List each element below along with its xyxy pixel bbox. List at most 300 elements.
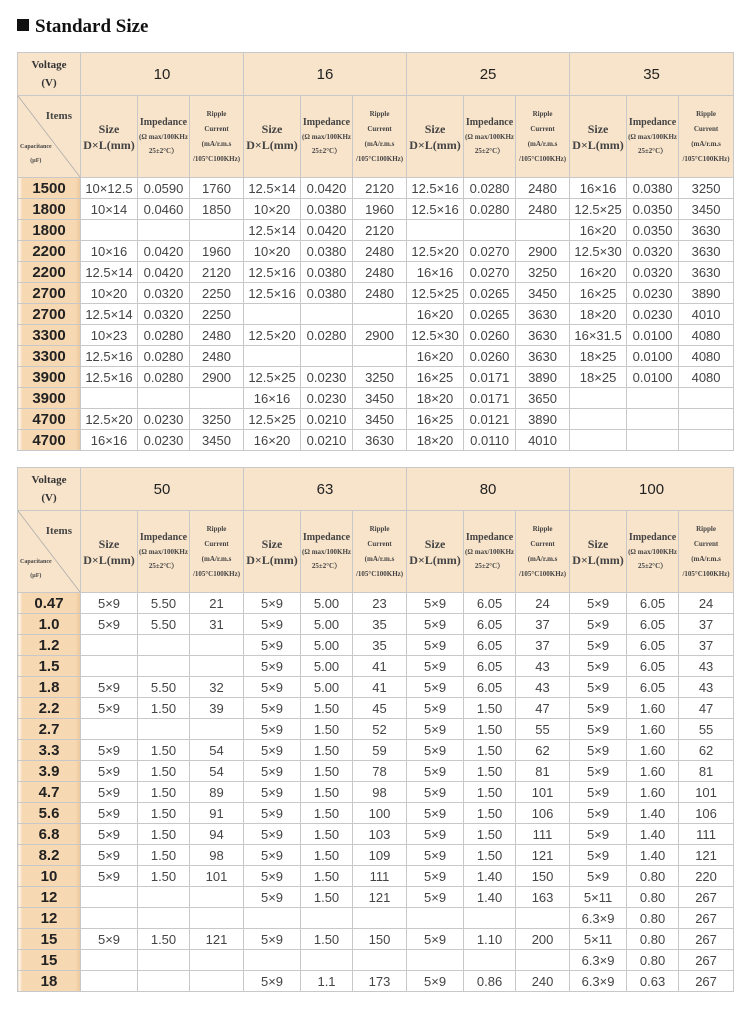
capacitance-cell: 2700 (18, 304, 81, 325)
ripple-current-cell: 4080 (679, 367, 734, 388)
impedance-cell: 0.0280 (138, 367, 190, 388)
size-cell: 5×9 (81, 866, 138, 887)
capacitance-cell: 8.2 (18, 845, 81, 866)
size-cell: 5×9 (244, 824, 301, 845)
capacitance-cell: 1800 (18, 199, 81, 220)
ripple-current-cell: 240 (516, 971, 570, 992)
size-cell: 5×9 (244, 929, 301, 950)
ripple-current-cell: 3890 (516, 367, 570, 388)
size-cell (81, 908, 138, 929)
ripple-ripple-label2: Current (367, 539, 392, 548)
impedance-cell: 0.0320 (627, 241, 679, 262)
impedance-cell: 0.0350 (627, 220, 679, 241)
impedance-cell: 0.0230 (627, 283, 679, 304)
ripple-current-cell (353, 346, 407, 367)
size-cell: 18×25 (570, 367, 627, 388)
size-cell: 5×9 (407, 593, 464, 614)
capacitance-cell: 3300 (18, 325, 81, 346)
impedance-cell: 0.63 (627, 971, 679, 992)
ripple-current-cell: 59 (353, 740, 407, 761)
table-row (18, 698, 734, 719)
ripple-ripple-unit: (mA/r.m.s (691, 554, 721, 563)
size-cell: 5×9 (407, 740, 464, 761)
section-title-text: Standard Size (35, 16, 149, 37)
impedance-cell: 6.05 (627, 635, 679, 656)
ripple-ripple-unit: (mA/r.m.s (201, 554, 232, 563)
ripple-current-cell: 43 (679, 677, 734, 698)
size-cell: 12.5×25 (244, 409, 301, 430)
impedance-cell: 0.0270 (464, 262, 516, 283)
capacitance-cell: 4.7 (18, 782, 81, 803)
ripple-current-cell: 2900 (353, 325, 407, 346)
impedance-header (138, 96, 190, 178)
capacitance-cell: 3900 (18, 388, 81, 409)
capacitance-label (20, 140, 52, 168)
ripple-current-cell: 43 (516, 656, 570, 677)
ripple-current-cell: 37 (516, 614, 570, 635)
size-cell (81, 971, 138, 992)
size-cell: 5×9 (570, 782, 627, 803)
size-cell: 5×9 (244, 698, 301, 719)
ripple-current-cell: 89 (190, 782, 244, 803)
voltage-value: 63 (244, 468, 407, 511)
size-cell: 5×9 (81, 698, 138, 719)
ripple-current-cell: 173 (353, 971, 407, 992)
impedance-cell: 0.0420 (138, 241, 190, 262)
size-cell: 5×9 (570, 866, 627, 887)
ripple-current-cell: 3450 (353, 388, 407, 409)
impedance-label: Impedance (302, 116, 351, 128)
capacitance-cell: 0.47 (18, 593, 81, 614)
ripple-current-cell: 2250 (190, 304, 244, 325)
ripple-current-cell (353, 950, 407, 971)
impedance-cell: 1.50 (301, 866, 353, 887)
impedance-cell: 0.80 (627, 887, 679, 908)
size-cell: 16×16 (81, 430, 138, 451)
impedance-cell: 0.0171 (464, 367, 516, 388)
size-cell: 5×9 (244, 614, 301, 635)
size-cell: 5×9 (81, 845, 138, 866)
ripple-current-cell (353, 304, 407, 325)
size-cell: 5×9 (244, 782, 301, 803)
size-cell: 16×25 (407, 367, 464, 388)
impedance-cell: 0.0380 (301, 241, 353, 262)
table-row (18, 677, 734, 698)
impedance-cell (138, 908, 190, 929)
size-cell: 18×20 (570, 304, 627, 325)
square-bullet-icon (17, 19, 29, 31)
capacitance-cell: 15 (18, 929, 81, 950)
size-cell: 5×9 (570, 740, 627, 761)
size-cell (244, 950, 301, 971)
size-cell (81, 635, 138, 656)
impedance-cell: 1.50 (464, 824, 516, 845)
impedance-cell (627, 388, 679, 409)
size-cell: 6.3×9 (570, 908, 627, 929)
capacitance-cell: 3900 (18, 367, 81, 388)
size-cell: 16×20 (407, 304, 464, 325)
impedance-cell: 6.05 (627, 677, 679, 698)
impedance-cell: 0.0265 (464, 304, 516, 325)
ripple-header (353, 511, 407, 593)
impedance-cell: 1.50 (138, 803, 190, 824)
size-header (570, 511, 627, 593)
table-row (18, 950, 734, 971)
ripple-current-cell: 62 (679, 740, 734, 761)
impedance-cell: 1.50 (464, 740, 516, 761)
size-unit: D×L(mm) (83, 552, 135, 567)
size-cell: 12.5×16 (244, 283, 301, 304)
section-title (17, 16, 149, 38)
size-cell: 5×9 (407, 761, 464, 782)
capacitance-cell: 1.8 (18, 677, 81, 698)
size-cell: 12.5×30 (570, 241, 627, 262)
ripple-current-cell: 62 (516, 740, 570, 761)
capacitance-text: Capacitance (20, 144, 52, 150)
impedance-temp: 25±2°C） (148, 561, 179, 570)
voltage-value: 35 (570, 53, 734, 96)
size-cell: 5×9 (407, 803, 464, 824)
impedance-cell: 0.0420 (301, 178, 353, 199)
impedance-cell: 1.50 (138, 929, 190, 950)
size-unit: D×L(mm) (409, 137, 461, 152)
impedance-cell (627, 409, 679, 430)
impedance-unit: (Ω max/100KHz (465, 132, 515, 141)
impedance-cell: 1.60 (627, 782, 679, 803)
size-label: Size (424, 536, 446, 551)
impedance-cell: 5.50 (138, 677, 190, 698)
impedance-cell: 0.86 (464, 971, 516, 992)
ripple-current-cell: 220 (679, 866, 734, 887)
table-row (18, 929, 734, 950)
size-cell: 5×9 (244, 656, 301, 677)
ripple-ripple-label2: Current (530, 124, 555, 133)
impedance-header (464, 511, 516, 593)
impedance-cell: 1.50 (138, 761, 190, 782)
ripple-current-cell: 150 (353, 929, 407, 950)
ripple-ripple-unit: (mA/r.m.s (201, 139, 232, 148)
spec-table-high-voltage (17, 467, 734, 992)
ripple-current-cell: 2480 (353, 262, 407, 283)
impedance-temp: 25±2°C） (311, 146, 342, 155)
ripple-current-cell: 3890 (679, 283, 734, 304)
ripple-current-cell: 43 (679, 656, 734, 677)
size-cell: 5×9 (244, 635, 301, 656)
impedance-cell: 0.0380 (627, 178, 679, 199)
impedance-cell: 0.0380 (301, 262, 353, 283)
impedance-cell: 0.0380 (301, 283, 353, 304)
size-cell: 16×25 (407, 409, 464, 430)
table-row (18, 761, 734, 782)
voltage-value: 10 (81, 53, 244, 96)
ripple-ripple-unit: (mA/r.m.s (364, 139, 395, 148)
impedance-temp: 25±2°C） (637, 146, 668, 155)
size-cell: 16×16 (570, 178, 627, 199)
impedance-unit: (Ω max/100KHz (465, 547, 515, 556)
size-unit: D×L(mm) (572, 552, 624, 567)
ripple-current-cell: 41 (353, 656, 407, 677)
impedance-cell: 0.0260 (464, 346, 516, 367)
size-cell: 5×9 (570, 656, 627, 677)
ripple-current-cell: 3250 (516, 262, 570, 283)
impedance-cell: 1.60 (627, 698, 679, 719)
ripple-current-cell: 163 (516, 887, 570, 908)
table-row (18, 367, 734, 388)
ripple-current-cell: 1960 (353, 199, 407, 220)
ripple-current-cell: 3630 (353, 430, 407, 451)
size-cell: 16×20 (407, 346, 464, 367)
size-cell: 16×20 (570, 262, 627, 283)
table-row (18, 262, 734, 283)
size-cell (570, 409, 627, 430)
ripple-ripple-label: Ripple (206, 524, 227, 533)
size-cell (81, 950, 138, 971)
impedance-cell: 0.0100 (627, 346, 679, 367)
size-cell: 5×9 (570, 719, 627, 740)
size-cell (81, 887, 138, 908)
impedance-cell: 0.0320 (138, 304, 190, 325)
capacitance-cell: 18 (18, 971, 81, 992)
impedance-cell: 1.50 (138, 866, 190, 887)
ripple-current-cell (190, 656, 244, 677)
impedance-cell: 6.05 (627, 614, 679, 635)
capacitance-cell: 2700 (18, 283, 81, 304)
size-cell: 5×9 (407, 824, 464, 845)
ripple-ripple-label2: Current (693, 539, 719, 548)
impedance-cell: 1.50 (138, 782, 190, 803)
ripple-current-cell: 121 (516, 845, 570, 866)
impedance-temp: 25±2°C） (474, 561, 505, 570)
ripple-current-cell: 111 (516, 824, 570, 845)
size-cell: 5×9 (407, 719, 464, 740)
impedance-cell: 0.80 (627, 866, 679, 887)
impedance-cell: 0.0230 (301, 367, 353, 388)
size-cell: 5×9 (570, 677, 627, 698)
size-cell: 5×9 (407, 677, 464, 698)
size-cell: 12.5×16 (244, 262, 301, 283)
ripple-current-cell: 21 (190, 593, 244, 614)
impedance-cell: 1.60 (627, 719, 679, 740)
size-cell: 12.5×20 (244, 325, 301, 346)
impedance-cell (138, 950, 190, 971)
ripple-ripple-unit: (mA/r.m.s (691, 139, 721, 148)
voltage-label-cell (18, 468, 81, 511)
ripple-header (679, 511, 734, 593)
ripple-current-cell (353, 908, 407, 929)
impedance-cell (627, 430, 679, 451)
table-row (18, 283, 734, 304)
voltage-value: 25 (407, 53, 570, 96)
impedance-cell: 0.0230 (627, 304, 679, 325)
size-cell (81, 719, 138, 740)
impedance-temp: 25±2°C） (474, 146, 505, 155)
ripple-current-cell: 1850 (190, 199, 244, 220)
impedance-cell: 0.0280 (138, 346, 190, 367)
size-cell: 5×9 (570, 614, 627, 635)
size-cell: 12.5×20 (407, 241, 464, 262)
impedance-temp: 25±2°C） (148, 146, 179, 155)
ripple-current-cell: 2480 (190, 325, 244, 346)
ripple-current-cell: 37 (679, 635, 734, 656)
ripple-current-cell: 2900 (190, 367, 244, 388)
impedance-cell: 1.50 (464, 845, 516, 866)
table-row (18, 220, 734, 241)
impedance-cell: 0.0280 (464, 178, 516, 199)
ripple-current-cell: 4080 (679, 325, 734, 346)
ripple-current-cell: 47 (679, 698, 734, 719)
table-row (18, 409, 734, 430)
ripple-current-cell: 101 (516, 782, 570, 803)
impedance-cell: 6.05 (464, 614, 516, 635)
table-row (18, 325, 734, 346)
impedance-cell: 1.40 (464, 887, 516, 908)
size-cell (407, 950, 464, 971)
voltage-value: 80 (407, 468, 570, 511)
impedance-temp: 25±2°C） (637, 561, 668, 570)
size-cell: 12.5×25 (244, 367, 301, 388)
impedance-cell: 0.0280 (138, 325, 190, 346)
ripple-ripple-unit: (mA/r.m.s (527, 554, 558, 563)
impedance-cell: 0.0590 (138, 178, 190, 199)
ripple-current-cell: 2480 (516, 199, 570, 220)
ripple-current-cell: 98 (190, 845, 244, 866)
impedance-cell: 5.50 (138, 593, 190, 614)
impedance-cell (138, 656, 190, 677)
ripple-current-cell: 31 (190, 614, 244, 635)
size-cell: 5×9 (244, 866, 301, 887)
size-label: Size (261, 536, 283, 551)
impedance-cell (464, 950, 516, 971)
impedance-cell: 0.0230 (138, 409, 190, 430)
table-row (18, 719, 734, 740)
impedance-cell: 0.0420 (301, 220, 353, 241)
size-cell: 5×9 (81, 803, 138, 824)
impedance-unit: (Ω max/100KHz (139, 547, 188, 556)
size-cell: 12.5×25 (570, 199, 627, 220)
size-cell: 5×9 (570, 845, 627, 866)
ripple-ripple-cond: /105°C100KHz) (355, 154, 404, 163)
impedance-cell (301, 304, 353, 325)
size-cell: 10×12.5 (81, 178, 138, 199)
size-cell: 5×9 (407, 887, 464, 908)
size-cell: 10×23 (81, 325, 138, 346)
impedance-cell: 6.05 (464, 656, 516, 677)
size-cell: 10×20 (81, 283, 138, 304)
impedance-cell: 0.0460 (138, 199, 190, 220)
impedance-cell: 0.80 (627, 950, 679, 971)
ripple-ripple-label2: Current (367, 124, 392, 133)
size-label: Size (587, 536, 609, 551)
ripple-current-cell (190, 220, 244, 241)
size-unit: D×L(mm) (246, 552, 298, 567)
ripple-current-cell: 52 (353, 719, 407, 740)
ripple-current-cell: 91 (190, 803, 244, 824)
ripple-current-cell (679, 388, 734, 409)
ripple-current-cell: 2900 (516, 241, 570, 262)
ripple-current-cell: 3630 (679, 241, 734, 262)
size-cell: 5×9 (244, 740, 301, 761)
capacitance-cell: 2200 (18, 262, 81, 283)
ripple-current-cell (190, 719, 244, 740)
ripple-current-cell: 32 (190, 677, 244, 698)
impedance-unit: (Ω max/100KHz (628, 547, 678, 556)
size-header (407, 511, 464, 593)
impedance-cell: 0.0230 (138, 430, 190, 451)
impedance-cell: 0.0280 (464, 199, 516, 220)
impedance-cell: 1.50 (301, 719, 353, 740)
size-cell (81, 220, 138, 241)
size-cell: 5×9 (570, 803, 627, 824)
size-cell: 5×9 (407, 845, 464, 866)
size-cell (407, 220, 464, 241)
impedance-cell (464, 220, 516, 241)
impedance-cell: 0.0265 (464, 283, 516, 304)
size-cell: 5×9 (407, 635, 464, 656)
size-cell: 5×9 (570, 635, 627, 656)
ripple-ripple-cond: /105°C100KHz) (682, 569, 730, 578)
impedance-cell: 0.0210 (301, 430, 353, 451)
ripple-current-cell: 2480 (516, 178, 570, 199)
ripple-current-cell: 3630 (516, 325, 570, 346)
size-cell: 5×9 (244, 677, 301, 698)
impedance-cell: 1.40 (464, 866, 516, 887)
ripple-current-cell: 55 (679, 719, 734, 740)
impedance-cell: 1.50 (301, 740, 353, 761)
ripple-current-cell: 23 (353, 593, 407, 614)
impedance-cell: 1.50 (301, 698, 353, 719)
size-label: Size (424, 121, 446, 136)
size-header (244, 511, 301, 593)
ripple-current-cell: 41 (353, 677, 407, 698)
impedance-cell: 1.50 (301, 929, 353, 950)
impedance-cell (301, 950, 353, 971)
impedance-cell (301, 346, 353, 367)
size-cell: 5×9 (244, 719, 301, 740)
capacitance-cell: 1.5 (18, 656, 81, 677)
size-cell: 5×9 (407, 929, 464, 950)
size-cell: 5×11 (570, 929, 627, 950)
ripple-ripple-label: Ripple (696, 109, 716, 118)
table-row (18, 635, 734, 656)
capacitance-cell: 6.8 (18, 824, 81, 845)
table-row (18, 740, 734, 761)
table-row (18, 346, 734, 367)
impedance-cell: 0.0380 (301, 199, 353, 220)
size-cell: 12.5×16 (407, 199, 464, 220)
ripple-current-cell: 121 (679, 845, 734, 866)
impedance-label: Impedance (302, 531, 351, 543)
capacitance-cell: 4700 (18, 430, 81, 451)
impedance-cell (138, 220, 190, 241)
size-cell: 5×9 (407, 971, 464, 992)
ripple-current-cell (190, 950, 244, 971)
capacitance-cell: 3.9 (18, 761, 81, 782)
ripple-ripple-label: Ripple (696, 524, 716, 533)
impedance-cell: 5.00 (301, 656, 353, 677)
ripple-current-cell: 1760 (190, 178, 244, 199)
ripple-current-cell: 1960 (190, 241, 244, 262)
ripple-current-cell (679, 409, 734, 430)
ripple-current-cell: 121 (190, 929, 244, 950)
ripple-current-cell: 200 (516, 929, 570, 950)
impedance-cell: 1.50 (301, 782, 353, 803)
impedance-cell: 1.50 (301, 824, 353, 845)
ripple-current-cell: 101 (679, 782, 734, 803)
ripple-header (679, 96, 734, 178)
ripple-current-cell: 3250 (190, 409, 244, 430)
capacitance-cell: 2200 (18, 241, 81, 262)
ripple-current-cell: 2480 (353, 283, 407, 304)
